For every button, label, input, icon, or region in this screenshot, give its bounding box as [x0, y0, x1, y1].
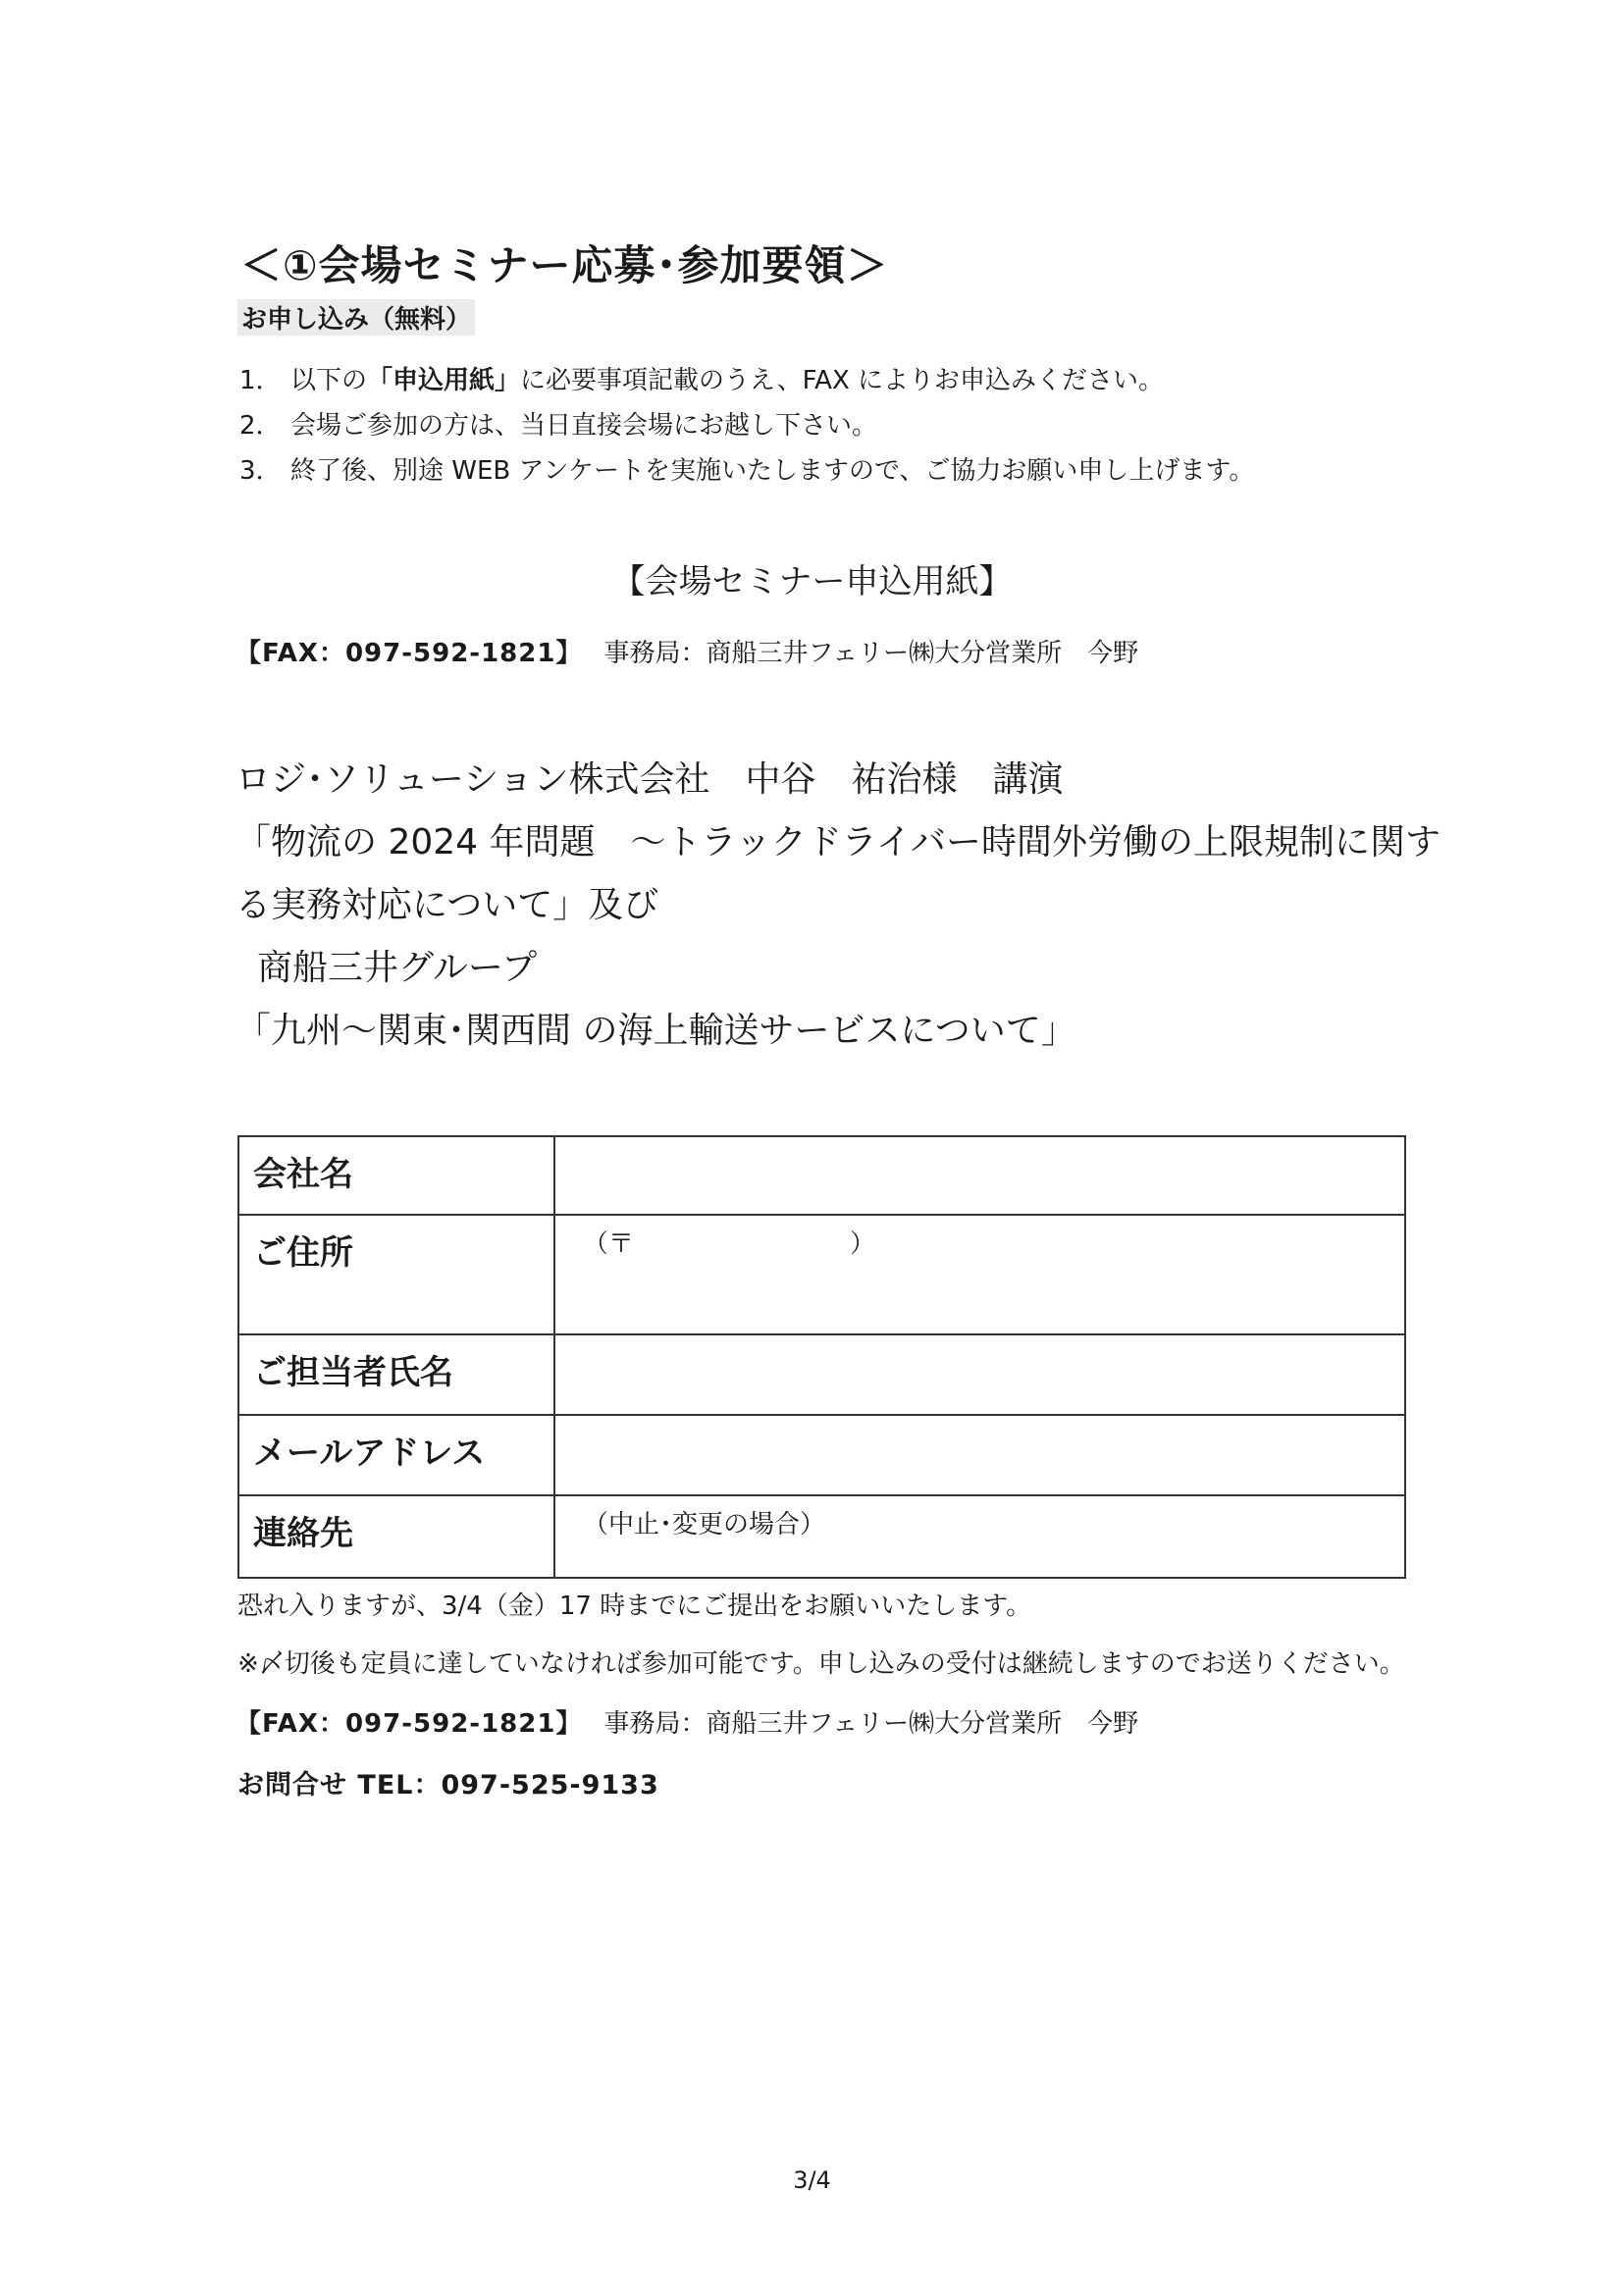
contact-person-label: ご担当者氏名: [238, 1334, 554, 1415]
office-name: 事務局：商船三井フェリー㈱大分営業所 今野: [603, 1709, 1139, 1739]
instruction-number: 3．: [239, 456, 282, 486]
email-label: メールアドレス: [238, 1415, 554, 1495]
postal-code-open: （〒: [583, 1229, 635, 1259]
instruction-item-1: [239, 358, 1254, 403]
fax-number: 【FAX：097-592-1821】: [236, 639, 583, 668]
contact-field[interactable]: [554, 1495, 1405, 1578]
lecture-line: 「九州～関東･関西間 の海上輸送サービスについて」: [236, 1011, 1076, 1051]
instruction-text: 終了後、別途 WEB アンケートを実施いたしますので、ご協力お願い申し上げます。: [290, 456, 1255, 486]
contact-person-field[interactable]: [554, 1334, 1405, 1415]
lecture-line: 「物流の 2024 年問題 ～トラックドライバー時間外労働の上限規制に関す: [236, 822, 1441, 862]
contact-hint: （中止･変更の場合）: [583, 1510, 826, 1539]
inquiry-phone: お問合せ TEL：097-525-9133: [237, 1770, 659, 1800]
instruction-item-3: [239, 448, 1254, 494]
table-row: [238, 1334, 1405, 1415]
table-row: [238, 1136, 1405, 1215]
table-row: [238, 1215, 1405, 1334]
table-row: [238, 1415, 1405, 1495]
company-name-field[interactable]: [554, 1136, 1405, 1215]
address-label: ご住所: [238, 1215, 554, 1334]
company-name-label: 会社名: [238, 1136, 554, 1215]
address-field[interactable]: [554, 1215, 1405, 1334]
table-row: [238, 1495, 1405, 1578]
section-heading: ＜①会場セミナー応募･参加要領＞: [240, 241, 889, 289]
instruction-number: 2．: [239, 411, 282, 441]
instruction-emphasis: 「申込用紙」: [367, 366, 521, 395]
fax-contact-line: [236, 1703, 1138, 1740]
page-number: 3/4: [793, 2166, 831, 2194]
contact-label: 連絡先: [238, 1495, 554, 1578]
office-name: 事務局：商船三井フェリー㈱大分営業所 今野: [603, 639, 1139, 668]
instruction-number: 1．: [239, 366, 282, 395]
instruction-text: 以下の: [290, 366, 368, 395]
lecture-description: [236, 749, 1441, 1063]
postal-code-close: ）: [850, 1229, 876, 1259]
fax-contact-line: [236, 633, 1138, 669]
deadline-note: 恐れ入りますが、3/4（金）17 時までにご提出をお願いいたします。: [237, 1592, 1032, 1621]
lecture-line: ロジ･ソリューション株式会社 中谷 祐治様 講演: [236, 759, 1064, 800]
email-field[interactable]: [554, 1415, 1405, 1495]
application-form-table: [237, 1135, 1406, 1579]
lecture-line: 商船三井グループ: [257, 948, 538, 988]
form-title: 【会場セミナー申込用紙】: [611, 562, 1013, 601]
application-subheading: お申し込み（無料）: [237, 299, 475, 336]
remark-note: ※〆切後も定員に達していなければ参加可能です。申し込みの受付は継続しますのでお送りください。: [237, 1649, 1405, 1679]
lecture-line: る実務対応について」及び: [236, 885, 659, 925]
fax-number: 【FAX：097-592-1821】: [236, 1709, 583, 1739]
instruction-list: [239, 358, 1254, 494]
instruction-text: に必要事項記載のうえ、FAX によりお申込みください。: [520, 366, 1165, 395]
instruction-item-2: [239, 403, 1254, 448]
instruction-text: 会場ご参加の方は、当日直接会場にお越し下さい。: [290, 411, 878, 441]
